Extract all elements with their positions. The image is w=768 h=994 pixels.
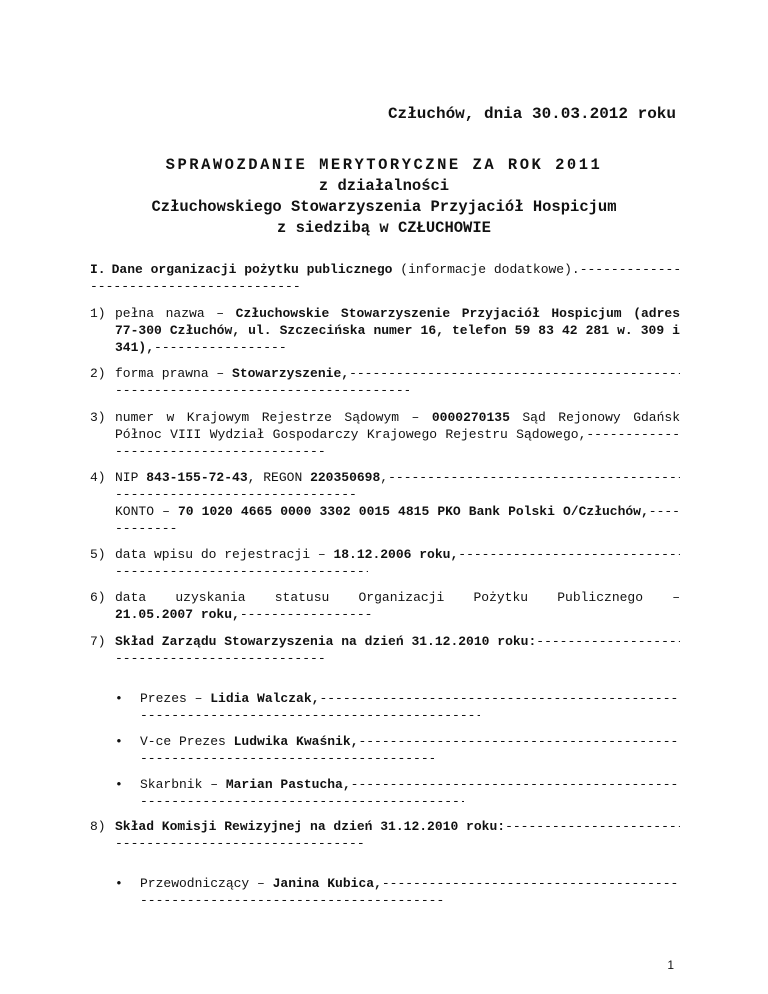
report-subtitle-1: z działalności [318, 177, 450, 195]
document-page: Człuchów, dnia 30.03.2012 roku SPRAWOZDANIE MERYTORYCZNE ZA ROK 2011 z działalności Człuchowskiego Stowarzyszenia Przyjaciół Hospicjum z siedzibą w CZŁUCHOWIE I. Dane organizacji pożytku publicznego (informacje dodatkowe). ----- ----- 1) pełna nazwa – Człuchowskie Stowarzyszenie Przyjaciół Hospicjum (adres 77-300 Człuchów, ul. Szczecińska numer 16, telefon 59 83 42 281 w. 309 i 341),----------------- 2) forma prawna – Stowarzyszenie, ----- ----- 3) numer w Krajowym Rejestrze Sądowym – 0000270135 Sąd Rejonowy Gdańsk Północ VIII Wydział Gospodarczy Krajowego Rejestru Sądowego,--------------------------------------- 4) NIP 843-155-72-43, REGON 220350698, ----- ----- KONTO – 70 1020 4665 0000 3302 0015 4815 PKO Bank Polski O/Człuchów,------------ 5) data wpisu do rejestracji – 18.12.2006 roku, ----- ----- 6) data uzyskania statusu Organizacji Pożytku Publicznego – 21.05.2007 roku,----------------- 7) Skład Zarządu Stowarzyszenia na dzień 31.12.2010 roku: ----- ----- • Prezes – Lidia Walczak, ----- ----- • V-ce Prezes Ludwika Kwaśnik, ----- ----- • Skarbnik – Marian Pastucha, ----- ----- 8) Skład Komisji Rewizyjnej na dzień 31.12.2010 roku: ----- ----- • Przewodniczący – Janina Kubica, ----- ----- 1 [0, 0, 768, 994]
report-subtitle-2: Człuchowskiego Stowarzyszenia Przyjaciół Hospicjum [151, 198, 617, 216]
date-line: Człuchów, dnia 30.03.2012 roku [387, 105, 676, 123]
section-1-heading: I. Dane organizacji pożytku publicznego (informacje dodatkowe). ----- ----- [90, 261, 680, 295]
board-member-2: • V-ce Prezes Ludwika Kwaśnik, ----- ----- [140, 733, 680, 767]
board-member-3: • Skarbnik – Marian Pastucha, ----- ----- [140, 776, 680, 810]
page-number: 1 [667, 958, 674, 972]
report-title: SPRAWOZDANIE MERYTORYCZNE ZA ROK 2011 [165, 156, 603, 174]
board-member-1: • Prezes – Lidia Walczak, ----- ----- [140, 690, 680, 724]
report-subtitle-3: z siedzibą w CZŁUCHOWIE [277, 219, 491, 237]
commission-member-1: • Przewodniczący – Janina Kubica, ----- ----- [140, 875, 680, 909]
